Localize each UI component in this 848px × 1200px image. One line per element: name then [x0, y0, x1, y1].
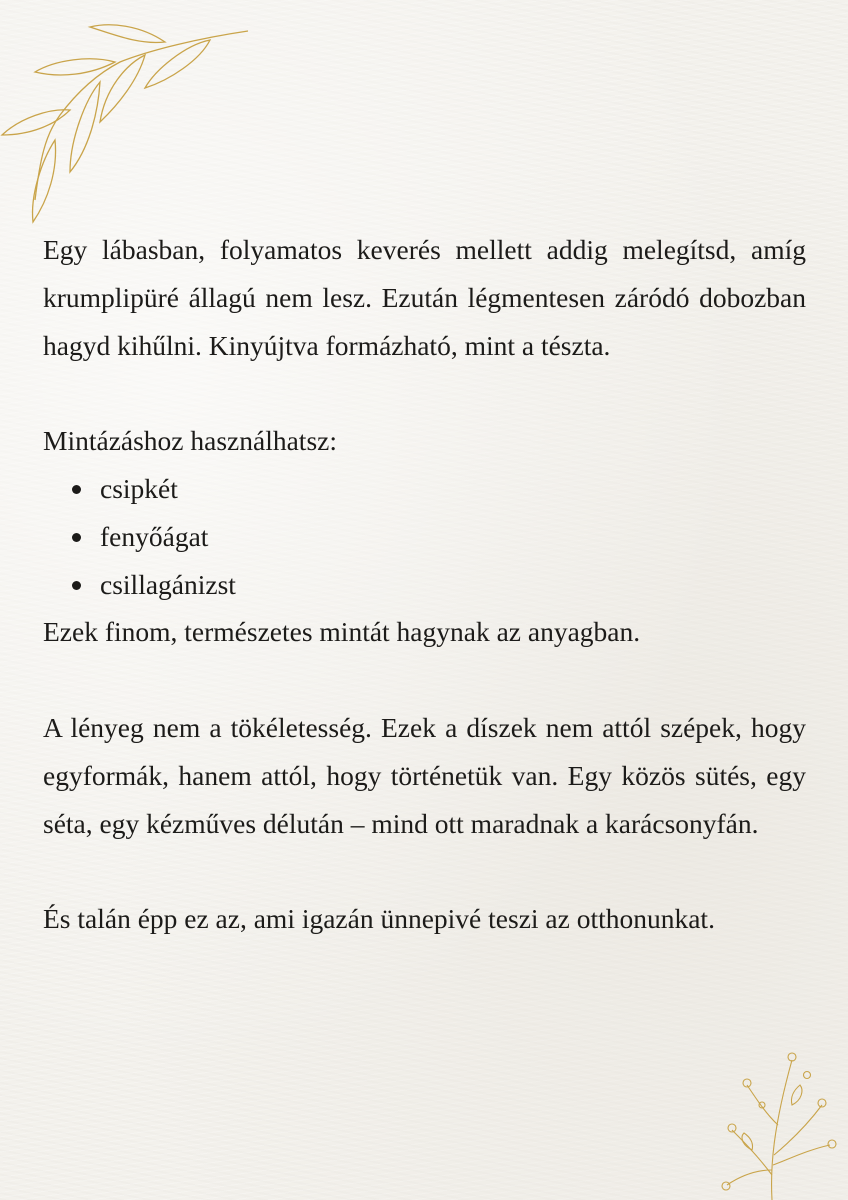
paragraph-instructions: Egy lábasban, folyamatos keverés mellett addig melegítsd, amíg krumplipüré állagú nem lesz. Ezután légmentesen záródó dobozban hagyd kihűlni. Kinyújtva formázható, mint a tészta. — [43, 234, 806, 361]
patterns-intro: Mintázáshoz használhatsz: — [43, 425, 337, 457]
patterns-outro: Ezek finom, természetes mintát hagynak az anyagban. — [43, 616, 641, 648]
paragraph-patterns — [43, 417, 806, 656]
patterns-list — [43, 465, 806, 608]
list-item: csillagánizst — [43, 561, 806, 609]
gold-leaf-branch-icon — [0, 0, 260, 230]
gold-flower-sprig-icon — [712, 1045, 848, 1200]
paragraph-essence: A lényeg nem a tökéletesség. Ezek a díszek nem attól szépek, hogy egyformák, hanem attól, hogy történetük van. Egy közös sütés, egy séta, egy kézműves délután – mind ott maradnak a karácsonyfán. — [43, 711, 806, 839]
list-item: csipkét — [43, 465, 806, 513]
document-body — [43, 226, 806, 991]
list-item: fenyőágat — [43, 513, 806, 561]
paragraph-closing: És talán épp ez az, ami igazán ünnepivé teszi az otthonunkat. — [43, 903, 715, 935]
